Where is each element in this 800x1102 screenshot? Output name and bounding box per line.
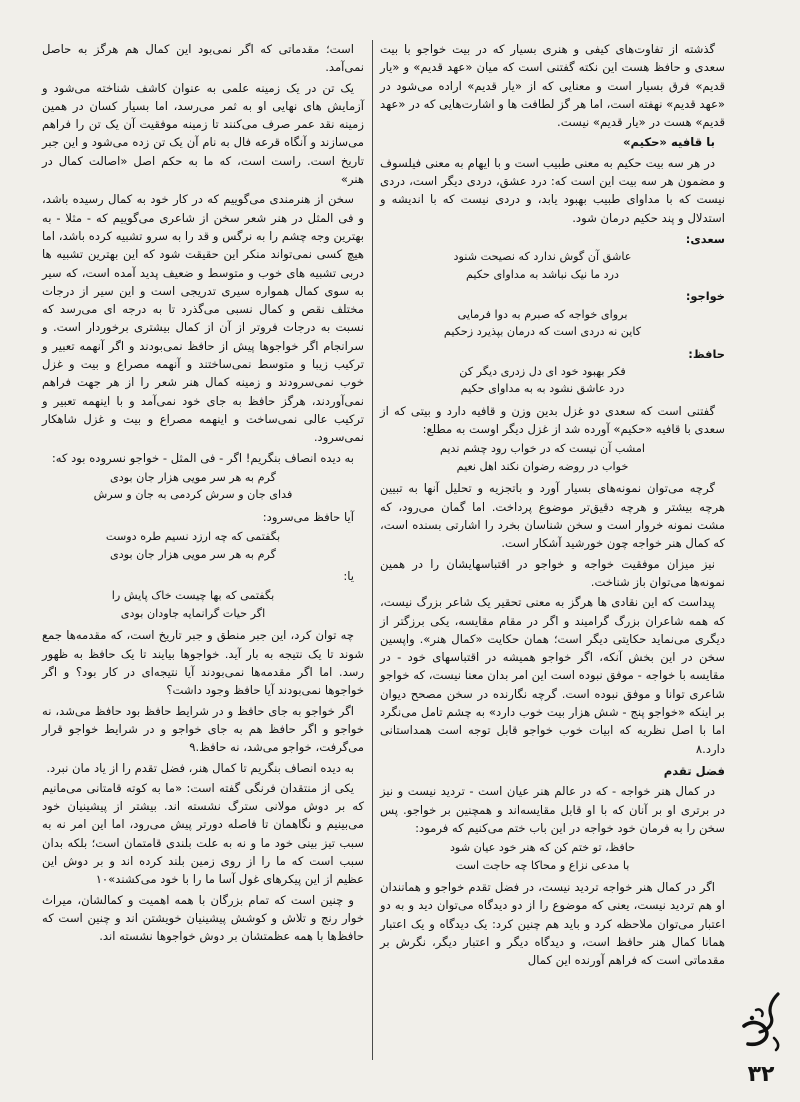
paragraph: آیا حافظ می‌سرود: xyxy=(262,509,354,524)
paragraph: نیز میزان موفقیت خواجه و خواجو در اقتباسهایشان را در همین نمونه‌ها می‌توان باز شناخت. xyxy=(380,556,725,589)
poet-label: خواجو: xyxy=(685,289,725,304)
verse xyxy=(400,363,685,398)
verse-line: اگر حیات گرانمایه جاودان بودی xyxy=(120,606,266,620)
verse xyxy=(62,469,324,504)
paragraph: اگر در کمال هنر خواجه تردید نیست، در فضل تقدم خواجو و همانندان او هم تردید نیست، یعنی که موضوع را از دو دیدگاه می‌توان دید و به دو اعتبار می‌توان ملاحظه کرد و باید هم چنین کرد: یک دیدگاه و یک اعتبار همانا کمال هنر حافظ است، و دیدگاه دیگر و اعتبار دیگر، نگرش بر مقدماتی است که فراهم آورنده این کمال xyxy=(380,880,725,968)
paragraph: در کمال هنر خواجه - که در عالم هنر عیان است - تردید نیست و نیز در برتری او بر آنان که با او قابل مقایسه‌اند و همچنین بر خواجو. پس سخن را به فرمان خود خواجه در این باب ختم می‌کنیم که فرمود: xyxy=(380,784,725,835)
verse xyxy=(400,306,685,341)
paragraph: در هر سه بیت حکیم به معنی طبیب است و با ایهام به معنی فیلسوف و مضمون هر سه بیت این است که: درد عشق، دردی دیگر است، دردی نیست که با مداوای طبیب بهبود یابد، و دردی نیست که با اندیشه و استدلال و پند حکیم درمان شود. xyxy=(380,155,725,225)
paragraph: گرچه می‌توان نمونه‌های بسیار آورد و باتجزیه و تحلیل آنها به تبیین هرچه بیشتر و هرچه دقیق‌تر موضوع پرداخت. اما گمان می‌رود، که مشت نمونه خروار است و سخن شناسان بخرد را اشارتی بسنده است، که کمال هنر خواجه چون خورشید آشکار است. xyxy=(380,481,725,551)
verse-line: عاشق آن گوش ندارد که نصیحت شنود xyxy=(453,250,632,264)
verse-line: با مدعی نزاع و محاکا چه حاجت است xyxy=(455,858,630,872)
page-number: ۳۲ xyxy=(747,1062,775,1087)
paragraph: به دیده انصاف بنگریم! اگر - فی المثل - خواجو نسروده بود که: xyxy=(51,450,354,465)
verse-line: گرم به هر سر مویی هزار جان بودی xyxy=(109,470,276,484)
paragraph: پیداست که این نقادی ها هرگز به معنی تحقیر یک شاعر بزرگ نیست، که همه شاعران بزرگ گرامیند و اگر در مقام مقایسه، یکی برزگتر از دیگری می‌نماید حکایتی دیگر است؛ همان حکایت «کمال هنر». واپسین سخن در این بخش آنکه، اگر خواجو همیشه در اقتباسهای خود - در مقایسه با خواجه - موفق نبوده است این امر بدان معنا نیست، که خواجو شاعری توانا و موفق نبوده است. گرچه نگارنده در سخن مصحح دیوان بر اینکه «خواجو پنج - شش هزار بیت خوب دارد» به چشم تامل می‌نگرد اما با اصل نظریه که ابیات خوب خواجو قابل توجه است همداستانی دارد.۸ xyxy=(380,595,725,756)
paragraph: یکی از منتقدان فرنگی گفته است: «ما به کوته قامتانی می‌مانیم که بر دوش مولانی سترگ نشسته اند. بیشتر از پیشینیان خود می‌بینیم و نگاهمان تا فاصله دورتر پیش می‌رود، اما این امر نه به سبب تیز بینی خود ما و نه به علت بلندی قامتمان است؛ بلکه بدان سبب است که ما را از روی زمین بلند کرده اند و بر دوش این عظیم از این پیکرهای غول آسا ما را با خود می‌کشند»۱۰ xyxy=(42,780,364,887)
calligraphy-logo-icon xyxy=(738,990,786,1052)
kerman-logo xyxy=(738,990,786,1052)
verse xyxy=(400,440,685,475)
paragraph: یا: xyxy=(343,569,354,584)
poet-label: سعدی: xyxy=(685,231,725,246)
verse-line: درد ما نیک نباشد به مداوای حکیم xyxy=(465,267,620,281)
paragraph: سخن از هنرمندی می‌گوییم که در کار خود به کمال رسیده باشد، و فی المثل در هنر شعر سخن از شاعری می‌گوییم که - مثلا - به بهترین وجه چشم را به نرگس و قد را به سرو تشبیه کرده باشد، اما هیچ کسی نمی‌تواند منکر این حقیقت شود که این بهترین تشبیه ها دربی تشبیه های خوب و متوسط و ضعیف پدید آمده است، که سیر به سوی کمال همواره سیری تدریجی است و این سیر از درجات مختلف نقص و کمال نسبی می‌گذرد تا به درجه ای می‌رسد که نسبت به درجات فروتر از آن از کمال بیشتری برخوردار است. و سرانجام اگر خواجوها پیش از حافظ نمی‌بودند و اگر آنهمه تعبیر و ترکیب زیبا و متوسط نمی‌ساختند و آنهمه مصراع و بیت و غزل خوب نمی‌سرودند و زمینه کمال هنر شعر را از هر جهت فراهم نمی‌آوردند، هرگز حافظ به جای خود نمی‌آمد و با اینهمه تعبیر و ترکیب عالی نمی‌ساخت و اینهمه مصراع و بیت و غزل شاهکار نمی‌سرود. xyxy=(42,192,364,445)
verse xyxy=(400,248,685,283)
paragraph: به دیده انصاف بنگریم تا کمال هنر، فضل تقدم را از یاد مان نبرد. xyxy=(46,760,354,775)
verse-line: بروای خواجه که صبرم به دوا فرمایی xyxy=(457,307,628,321)
right-column xyxy=(380,40,725,972)
verse-line: خواب در روضه رضوان نکند اهل نعیم xyxy=(456,459,629,473)
paragraph: است؛ مقدماتی که اگر نمی‌بود این کمال هم هرگز به حاصل نمی‌آمد. xyxy=(42,42,364,75)
verse-line: فکر بهبود خود ای دل زدری دیگر کن xyxy=(459,364,626,378)
paragraph: و چنین است که تمام بزرگان با همه اهمیت و کمالشان، میراث خوار رنج و تلاش و کوشش پیشینیان خویشتن اند و چنین است که حافظ‌ها با همه عظمتشان بر دوش خواجوها نشسته اند. xyxy=(42,892,364,944)
verse-line: فدای جان و سرش کردمی به جان و سرش xyxy=(93,488,293,502)
paragraph: اگر خواجو به جای حافظ و در شرایط حافظ بود حافظ می‌شد، نه خواجو و اگر حافظ هم به جای خواجو و در شرایط خواجو قرار می‌گرفت، خواجو می‌شد، نه حافظ.۹ xyxy=(42,703,364,755)
verse-line: بگفتمی که چه ارزد نسیم طره دوست xyxy=(105,530,281,544)
verse-line: درد عاشق نشود به به مداوای حکیم xyxy=(460,382,625,396)
left-column xyxy=(42,40,364,947)
verse-line: گرم به هر سر مویی هزار جان بودی xyxy=(109,547,276,561)
verse-line: بگفتمی که بها چیست خاک پایش را xyxy=(111,589,275,603)
poet-label: حافظ: xyxy=(688,346,725,361)
verse-line: امشب آن نیست که در خواب رود چشم ندیم xyxy=(439,442,645,456)
paragraph: گذشته از تفاوت‌های کیفی و هنری بسیار که در بیت خواجو با بیت سعدی و حافظ هست این نکته گفتنی است که میان «عهد قدیم» و «یار قدیم» فرق بسیار است و معنایی که از «یار قدیم» اراده می‌شود در «عهد قدیم» نهفته است، اما هر گز لطافت ها و اشارت‌هایی که در «عهد قدیم» هست در «یار قدیم» نیست. xyxy=(380,42,725,130)
section-heading: فضل تقدم xyxy=(663,763,725,778)
paragraph: چه توان کرد، این جبر منطق و جبر تاریخ است، که مقدمه‌ها جمع شوند تا یک نتیجه به بار آید. خواجوها بیایند تا یک حافظ به ظهور رسد. اما اگر مقدمه‌ها نمی‌بودند آیا نتیجه‌ای در کار بود؟ و اگر خواجوها نمی‌بودند آیا حافظ وجود داشت؟ xyxy=(42,628,364,698)
paragraph: یک تن در یک زمینه علمی به عنوان کاشف شناخته می‌شود و آزمایش های نهایی او به ثمر می‌رسد، اما بسیار کسان در همین زمینه نقد عمر صرف می‌کنند تا زمینه موفقیت آن یک تن را فراهم می‌سازند و آنگاه قرعه فال به نام آن یک تن زده می‌شود و این جبر تاریخ است. راست است، که ما به حکم اصل «اصالت کمال در هنر» xyxy=(42,80,364,187)
verse xyxy=(62,528,324,563)
subheading: با قافیه «حکیم» xyxy=(623,135,715,150)
verse xyxy=(400,839,685,874)
verse xyxy=(62,587,324,622)
column-divider xyxy=(372,40,373,1060)
verse-line: کاین نه دردی است که درمان بپذیرد زحکیم xyxy=(443,325,642,339)
verse-line: حافظ، تو ختم کن که هنر خود عیان شود xyxy=(449,841,636,855)
paragraph: گفتنی است که سعدی دو غزل بدین وزن و قافیه دارد و بیتی که از سعدی با قافیه «حکیم» آورده شد از غزل دیگر اوست به مطلع: xyxy=(380,403,725,437)
